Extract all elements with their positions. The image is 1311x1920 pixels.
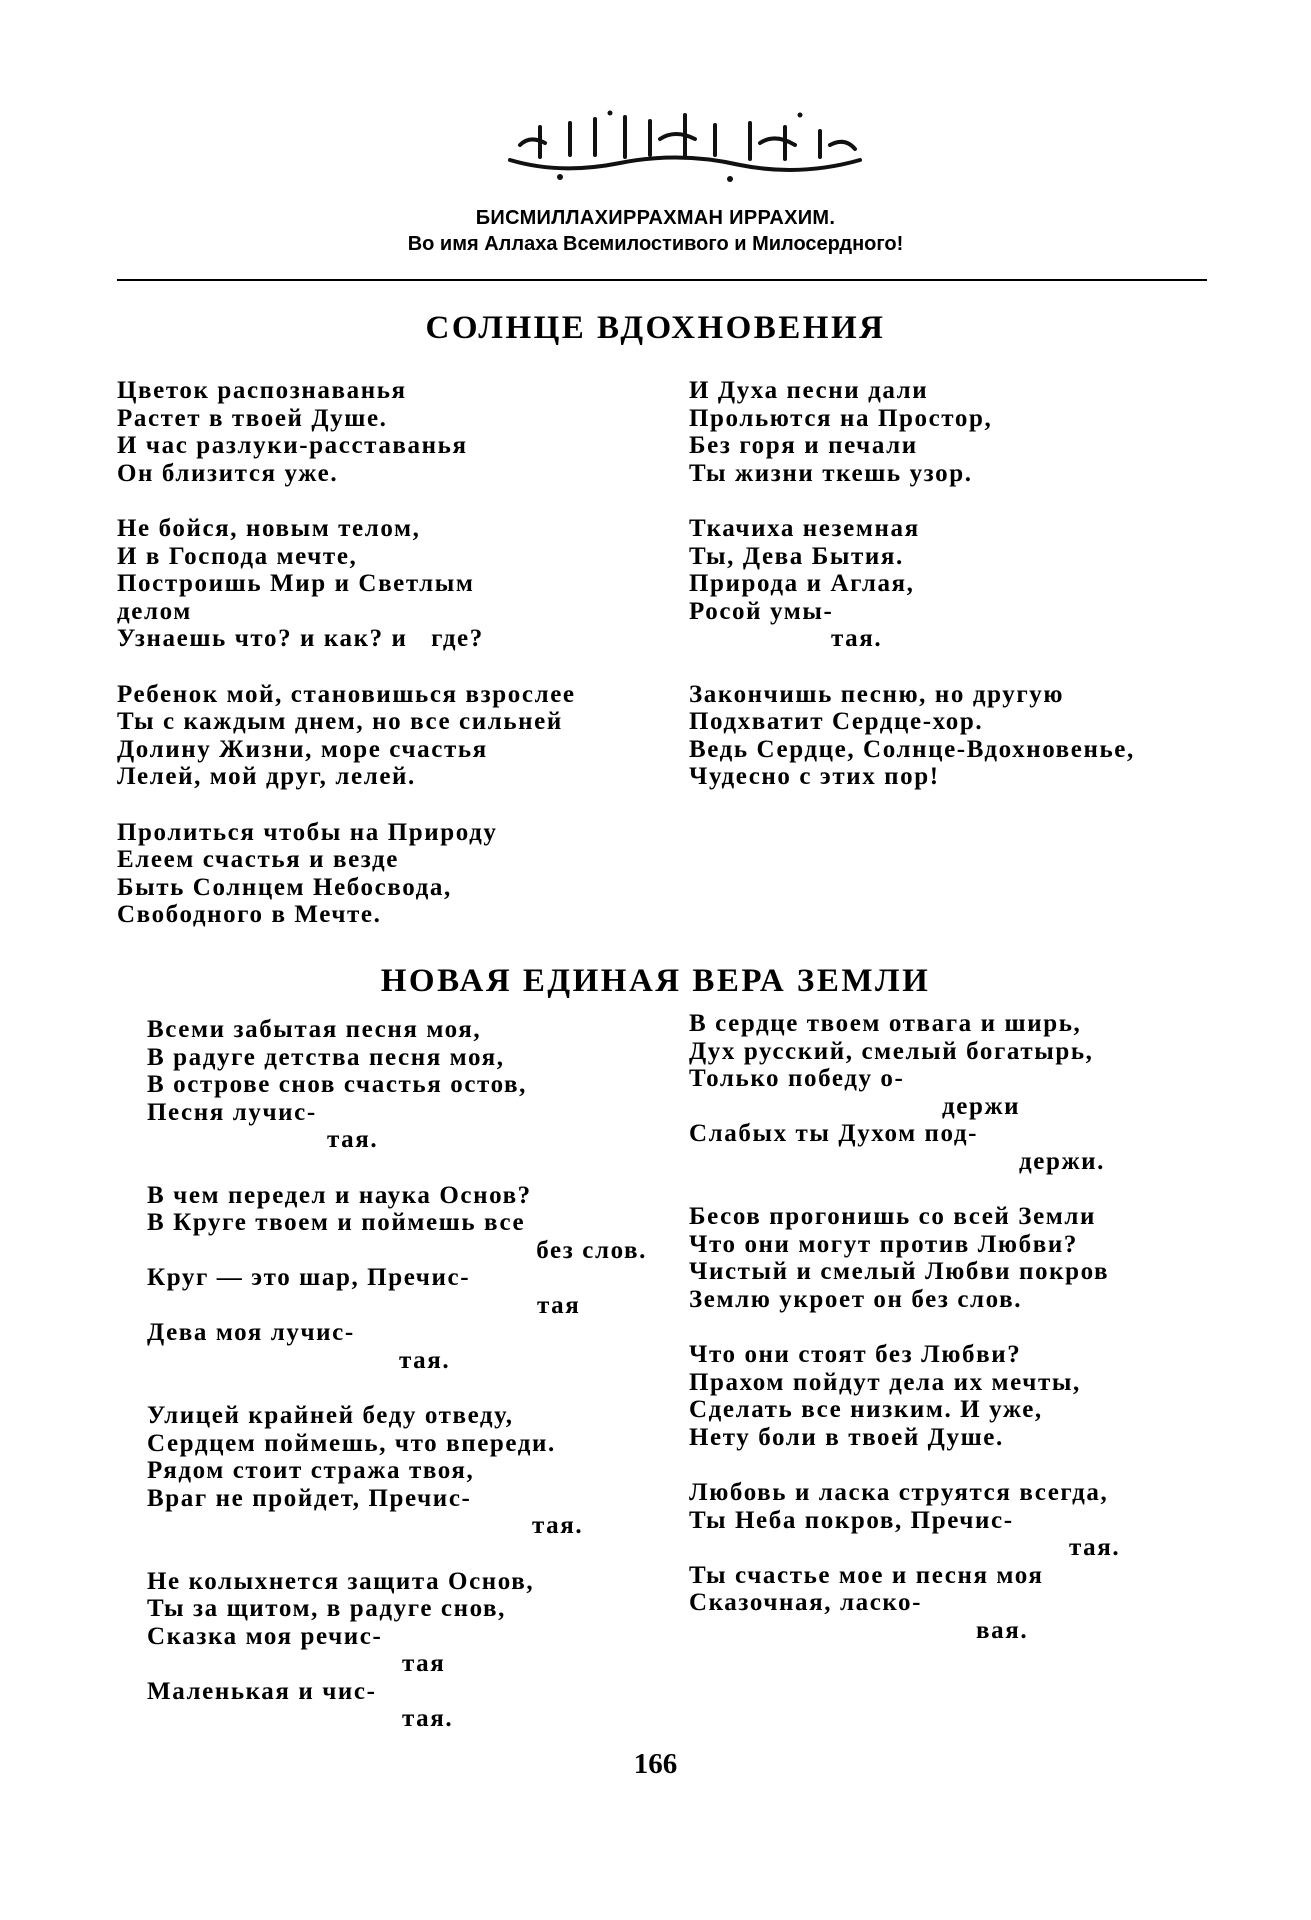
- stanza: [689, 377, 1209, 487]
- bismillah-title: БИСМИЛЛАХИРРАХМАН ИРРАХИМ.: [475, 207, 836, 229]
- stanza: [117, 681, 647, 791]
- poem1-right-column: [689, 377, 1209, 819]
- poem2-left-column: [147, 1016, 647, 1761]
- verse-line: вая.: [976, 1616, 1029, 1644]
- stanza: [147, 1568, 647, 1733]
- verse-line: Не бойся, новым телом,: [117, 515, 421, 542]
- verse-line: В острове снов счастья остов,: [147, 1071, 528, 1098]
- verse-line: тая.: [399, 1346, 451, 1374]
- stanza: [117, 515, 647, 653]
- verse-line: Только победу о-: [689, 1065, 905, 1092]
- stanza: [147, 1016, 647, 1154]
- stanza: [147, 1402, 647, 1540]
- verse-line: тая: [537, 1291, 581, 1319]
- verse-line: Ты, Дева Бытия.: [689, 542, 904, 570]
- verse-line: Что они могут против Любви?: [689, 1230, 1078, 1258]
- verse-line: Песня лучис-: [147, 1098, 317, 1126]
- verse-line: Узнаешь что? и как? и где?: [117, 625, 484, 652]
- poem-title-faith: НОВАЯ ЕДИНАЯ ВЕРА ЗЕМЛИ: [380, 963, 931, 999]
- poem1-left-column: [117, 377, 647, 957]
- verse-line: тая: [402, 1650, 446, 1677]
- verse-line: Он близится уже.: [117, 459, 339, 487]
- verse-line: Рядом стоит стража твоя,: [147, 1457, 475, 1484]
- verse-line: Ты за щитом, в радуге снов,: [147, 1595, 507, 1622]
- verse-line: Елеем счастья и везде: [117, 846, 399, 873]
- verse-line: Враг не пройдет, Пречис-: [147, 1484, 472, 1512]
- verse-line: Бесов прогонишь со всей Земли: [689, 1203, 1097, 1230]
- stanza: [689, 1203, 1209, 1313]
- verse-line: Улицей крайней беду отведу,: [147, 1402, 514, 1429]
- verse-line: Закончишь песню, но другую: [689, 680, 1065, 708]
- verse-line: Дух русский, смелый богатырь,: [689, 1037, 1094, 1065]
- verse-line: тая.: [327, 1126, 379, 1153]
- stanza: [689, 1479, 1209, 1644]
- verse-line: Ты с каждым днем, но все сильней: [117, 708, 563, 735]
- verse-line: Сделать все низким. И уже,: [689, 1396, 1043, 1423]
- verse-line: Слабых ты Духом под-: [689, 1120, 979, 1147]
- verse-line: И Духа песни дали: [689, 377, 929, 404]
- verse-line: тая.: [532, 1512, 584, 1539]
- stanza: [689, 515, 1209, 653]
- verse-line: Любовь и ласка струятся всегда,: [689, 1479, 1109, 1506]
- stanza: [147, 1182, 647, 1375]
- verse-line: Долину Жизни, море счастья: [117, 735, 488, 763]
- poem-title-sun: СОЛНЦЕ ВДОХНОВЕНИЯ: [425, 310, 886, 346]
- verse-line: Прольются на Простор,: [689, 404, 993, 432]
- header-divider: [117, 279, 1207, 281]
- verse-line: Пролиться чтобы на Природу: [117, 818, 498, 846]
- verse-line: тая.: [831, 625, 883, 652]
- verse-line: Росой умы-: [689, 597, 834, 625]
- verse-line: Ведь Сердце, Солнце-Вдохновенье,: [689, 735, 1135, 763]
- verse-line: Свободного в Мечте.: [117, 901, 382, 928]
- verse-line: Землю укроет он без слов.: [689, 1285, 1023, 1313]
- page-number: 166: [633, 1748, 678, 1780]
- verse-line: Ткачиха неземная: [689, 515, 920, 542]
- verse-line: тая.: [402, 1705, 454, 1732]
- verse-line: Ребенок мой, становишься взрослее: [117, 680, 576, 708]
- stanza: [689, 1341, 1209, 1451]
- verse-line: Маленькая и чис-: [147, 1677, 377, 1705]
- stanza: [689, 1010, 1209, 1175]
- verse-line: Быть Солнцем Небосвода,: [117, 873, 452, 901]
- verse-line: Всеми забытая песня моя,: [147, 1016, 482, 1043]
- poem2-right-column: [689, 1010, 1209, 1672]
- verse-line: Без горя и печали: [689, 432, 918, 459]
- verse-line: Сердцем поймешь, что впереди.: [147, 1429, 556, 1457]
- verse-line: В Круге твоем и поймешь все: [147, 1209, 526, 1236]
- verse-line: держи.: [1019, 1147, 1106, 1175]
- verse-line: держи: [942, 1092, 1021, 1120]
- verse-line: Сказка моя речис-: [147, 1622, 383, 1650]
- verse-line: И час разлуки-расставанья: [117, 432, 468, 459]
- verse-line: Прахом пойдут дела их мечты,: [689, 1368, 1081, 1396]
- stanza: [689, 681, 1209, 791]
- verse-line: В сердце твоем отвага и ширь,: [689, 1010, 1082, 1037]
- verse-line: Дева моя лучис-: [147, 1319, 355, 1346]
- verse-line: без слов.: [536, 1236, 647, 1264]
- verse-line: Что они стоят без Любви?: [689, 1341, 1022, 1368]
- verse-line: Ты Неба покров, Пречис-: [689, 1506, 1014, 1534]
- verse-line: Чистый и смелый Любви покров: [689, 1258, 1110, 1285]
- verse-line: Ты счастье мое и песня моя: [689, 1561, 1044, 1589]
- verse-line: делом: [117, 597, 192, 625]
- verse-line: тая.: [1069, 1534, 1121, 1561]
- verse-line: Построишь Мир и Светлым: [117, 570, 475, 597]
- verse-line: Растет в твоей Душе.: [117, 404, 388, 432]
- verse-line: Лелей, мой друг, лелей.: [117, 763, 416, 790]
- verse-line: В чем передел и наука Основ?: [147, 1181, 532, 1209]
- verse-line: Чудесно с этих пор!: [689, 763, 940, 790]
- verse-line: В радуге детства песня моя,: [147, 1043, 505, 1071]
- arabic-calligraphy: [500, 105, 870, 185]
- verse-line: Круг — это шар, Пречис-: [147, 1264, 471, 1291]
- verse-line: Нету боли в твоей Душе.: [689, 1423, 1004, 1451]
- bismillah-translation: Во имя Аллаха Всемилостивого и Милосердного!: [407, 233, 904, 255]
- verse-line: Цветок распознаванья: [117, 377, 407, 404]
- verse-line: Подхватит Сердце-хор.: [689, 708, 984, 735]
- verse-line: Природа и Аглая,: [689, 570, 915, 597]
- verse-line: Не колыхнется защита Основ,: [147, 1567, 535, 1595]
- stanza: [117, 819, 647, 929]
- stanza: [117, 377, 647, 487]
- verse-line: И в Господа мечте,: [117, 542, 358, 570]
- verse-line: Ты жизни ткешь узор.: [689, 459, 973, 487]
- verse-line: Сказочная, ласко-: [689, 1589, 923, 1616]
